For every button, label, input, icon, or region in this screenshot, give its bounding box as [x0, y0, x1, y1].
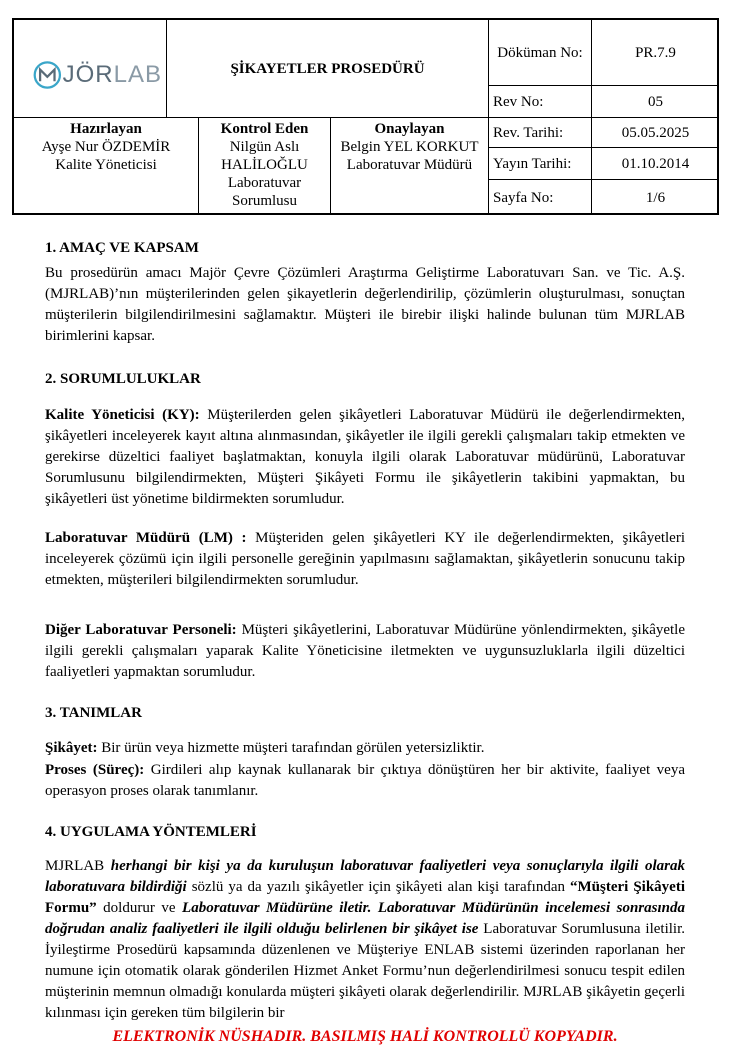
section-2-quality-manager — [45, 405, 685, 510]
complaint-text: Bir ürün veya hizmette müşteri tarafından görülen yetersizliktir. — [97, 740, 485, 756]
qm-label: Kalite Yöneticisi (KY): — [45, 407, 200, 423]
checked-by — [199, 118, 330, 215]
document-title: ŞİKAYETLER PROSEDÜRÜ — [230, 60, 425, 77]
s4-part-5: doldurur ve — [96, 900, 183, 916]
approved-by — [331, 118, 488, 215]
doc-no-label: Döküman No: — [497, 44, 583, 61]
section-1-text: Bu prosedürün amacı Majör Çevre Çözümleri Araştırma Geliştirme Laboratuvarı San. ve Tic. A.Ş. (MJRLAB)’nın müşterilerinden gelen şikayetlerin değerlendirilip, çözümlerin oluşturulması, sonuçtan müşterilerin bilgilendirilmesini sağlamaktır. Müşteri ile birebir ilişki halinde bulunan tüm MJRLAB birimlerini kapsar. — [45, 265, 685, 344]
company-logo — [32, 58, 162, 92]
document-header — [12, 18, 719, 215]
staff-text: Müşteri şikâyetlerini, Laboratuvar Müdürüne yönlendirmekten, şikâyetle ilgili gerekli çalışmaları yaparak Kalite Yöneticisine iletmekten ve uygunsuzluklarla ilgili düzeltici faaliyetleri yapmaktan sorumludur. — [45, 622, 686, 680]
rev-date-value: 05.05.2025 — [621, 124, 690, 141]
checked-name-1: Nilgün Aslı — [229, 139, 300, 155]
page-value: 1/6 — [645, 189, 666, 206]
prepared-by — [14, 118, 198, 215]
rev-date-label: Rev. Tarihi: — [493, 124, 564, 141]
section-2-other-staff — [45, 620, 685, 683]
approved-role: Laboratuvar Müdürü — [346, 157, 473, 173]
pub-date-label: Yayın Tarihi: — [493, 155, 572, 172]
s4-part-6: Laboratuvar Müdürüne iletir. Laboratuvar Müdürünün incelemesi sonrasında doğrudan analiz faaliyetleri ile ilgili olduğu belirlenen bir şikâyet ise — [45, 900, 685, 937]
prepared-role: Kalite Yöneticisi — [55, 157, 157, 173]
definition-process — [45, 760, 685, 802]
prepared-title: Hazırlayan — [70, 121, 142, 137]
checked-role: Laboratuvar Sorumlusu — [227, 175, 302, 209]
process-label: Proses (Süreç): — [45, 762, 145, 778]
rev-no-label: Rev No: — [493, 93, 544, 110]
s4-part-4: “Müşteri Şikâyeti Formu” — [45, 879, 685, 916]
s4-part-7: Laboratuvar Sorumlusuna iletilir. İyileştirme Prosedürü kapsamında düzenlenen ve Müşteriye ENLAB sistemi üzerinden raporlanan her numune için otomatik olarak gönderilen Hizmet Anket Formu’nun değerlendirilmesi sonucu tespit edilen müşterinin memnun olmadığı konularda müşteri şikâyeti olarak değerlendirilir. MJRLAB şikâyetin geçerli kılınması için gereken tüm bilgilerin bir — [45, 921, 685, 1021]
process-text: Girdileri alıp kaynak kullanarak bir çıktıya dönüştüren her bir aktivite, faaliyet veya operasyon proses olarak tanımlanır. — [45, 762, 685, 799]
complaint-label: Şikâyet: — [45, 740, 98, 756]
section-1-title: 1. AMAÇ VE KAPSAM — [45, 240, 199, 256]
logo-text-lab: LAB — [113, 61, 162, 88]
controlled-copy-footer: ELEKTRONİK NÜSHADIR. BASILMIŞ HALİ KONTROLLÜ KOPYADIR. — [112, 1028, 618, 1045]
lm-text: Müşteriden gelen şikâyetleri KY ile değerlendirmekten, şikâyetleri inceleyerek çözümü için ilgili personelle gereğinin yapılmasını sağlamaktan, şikâyetlerin sonucunu takip etmekten, müşterileri bilgilendirmekten sorumludur. — [45, 530, 686, 588]
checked-name-2: HALİLOĞLU — [221, 157, 308, 173]
s4-part-3: sözlü ya da yazılı şikâyetler için şikâyeti alan kişi tarafından — [186, 879, 570, 895]
lm-label: Laboratuvar Müdürü (LM) : — [45, 530, 247, 546]
qm-text: Müşterilerden gelen şikâyetleri Laboratuvar Müdürü ile değerlendirmekten, şikâyetleri inceleyerek kayıt altına alınmasından, şikâyetler ile ilgili gerekli çalışmaları takip etmekten ve gerekirse düzeltici faaliyet başlatmaktan, konuyla ilgili olarak Laboratuvar müdürünü, Laboratuvar Sorumlusunu bilgilendirmekten, Müşteri Şikâyeti Formu ile şikâyetlerin takibini yapmaktan, bu şikâyetleri üst yönetime bildirmekten sorumludur. — [45, 407, 685, 507]
page-label: Sayfa No: — [493, 189, 554, 206]
section-3-title: 3. TANIMLAR — [45, 705, 142, 721]
rev-no-value: 05 — [648, 93, 663, 110]
s4-part-1: MJRLAB — [45, 858, 111, 874]
checked-title: Kontrol Eden — [220, 121, 309, 137]
pub-date-value: 01.10.2014 — [621, 155, 690, 172]
approved-title: Onaylayan — [374, 121, 445, 137]
prepared-name: Ayşe Nur ÖZDEMİR — [41, 139, 171, 155]
logo-text-main: JÖR — [62, 61, 114, 88]
s4-part-2: herhangi bir kişi ya da kuruluşun laboratuvar faaliyetleri veya sonuçlarıyla ilgili olarak laboratuvara bildirdiği — [45, 858, 685, 895]
approved-name: Belgin YEL KORKUT — [340, 139, 479, 155]
section-4-title: 4. UYGULAMA YÖNTEMLERİ — [45, 824, 257, 840]
section-4-text — [45, 856, 685, 1024]
section-2-title: 2. SORUMLULUKLAR — [45, 371, 201, 387]
doc-no-value: PR.7.9 — [635, 44, 676, 61]
logo-mark-icon — [32, 58, 63, 92]
definition-complaint — [45, 738, 685, 759]
section-2-lab-manager — [45, 528, 685, 591]
staff-label: Diğer Laboratuvar Personeli: — [45, 622, 237, 638]
